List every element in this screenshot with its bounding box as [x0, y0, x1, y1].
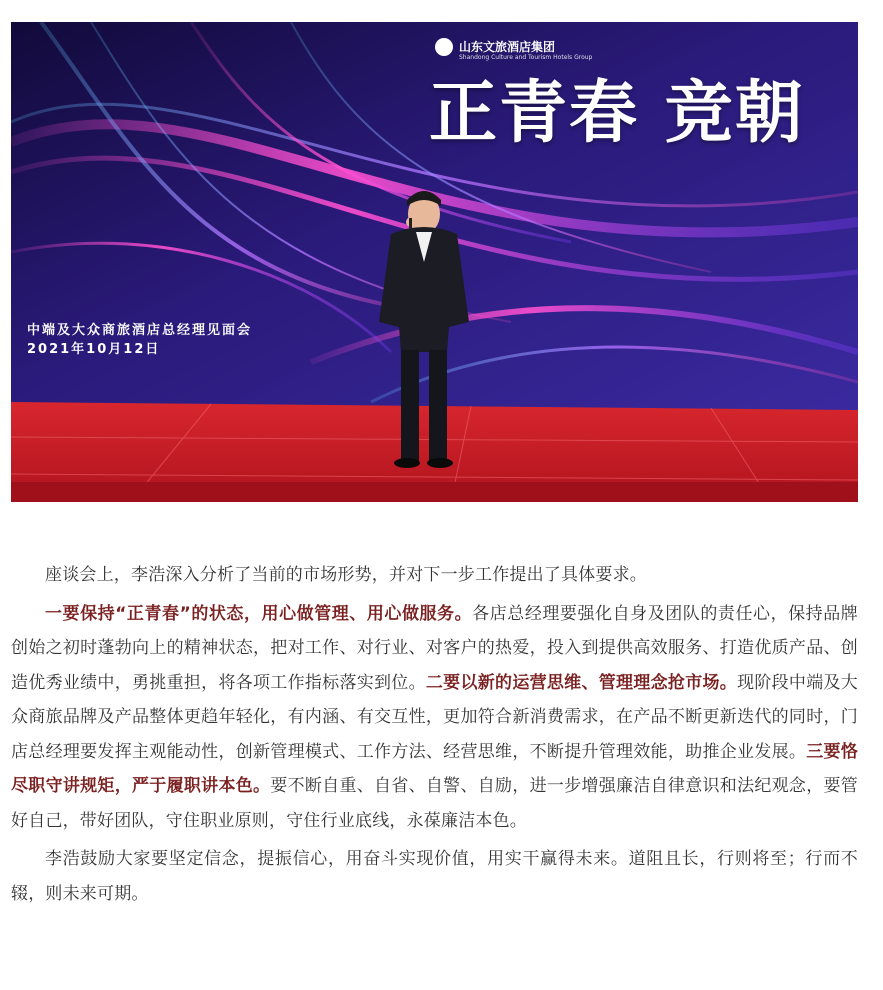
- highlight-point-one: 一要保持“正青春”的状态，用心做管理、用心做服务。: [45, 603, 473, 624]
- event-date: 2021年10月12日: [27, 342, 161, 357]
- text-point-three: 要不断自重、自省、自警、自励，进一步增强廉洁自律意识和法纪观念，要管好自己，带好团队，守住职业原则，守住行业底线，永葆廉洁本色。: [11, 776, 858, 831]
- logo-text: 山东文旅酒店集团: [459, 40, 556, 54]
- highlight-point-three: 三要恪尽职守讲规矩，严于履职讲本色。: [11, 741, 858, 796]
- text-point-one: 各店总经理要强化自身及团队的责任心，保持品牌创始之初时蓬勃向上的精神状态，把对工作、对行业、对客户的热爱，投入到提供高效服务、打造优质产品、创造优秀业绩中，勇挑重担，将各项工作指标落实到位。: [11, 603, 858, 693]
- highlight-point-two: 二要以新的运营思维、管理理念抢市场。: [425, 672, 738, 693]
- paragraph-requirements: [11, 597, 858, 839]
- event-name: 中端及大众商旅酒店总经理见面会: [27, 323, 253, 338]
- banner-title: 正青春 竞朝: [429, 74, 805, 153]
- text-point-two: 现阶段中端及大众商旅品牌及产品整体更趋年轻化，有内涵、有交互性，更加符合新消费需求，在产品不断更新迭代的同时，门店总经理要发挥主观能动性，创新管理模式、工作方法、经营思维，不断提升管理效能，助推企业发展。: [11, 672, 858, 762]
- stage-skirt: [11, 482, 858, 502]
- paragraph-intro: 座谈会上，李浩深入分析了当前的市场形势，并对下一步工作提出了具体要求。: [45, 565, 647, 585]
- paragraph-closing: 李浩鼓励大家要坚定信念，提振信心，用奋斗实现价值，用实干赢得未来。道阻且长，行则将至；行而不辍，则未来可期。: [11, 849, 858, 904]
- logo-icon: [435, 38, 453, 56]
- article-body: [11, 558, 858, 915]
- event-photo: [11, 22, 858, 502]
- logo-subtext: Shandong Culture and Tourism Hotels Group: [459, 54, 593, 61]
